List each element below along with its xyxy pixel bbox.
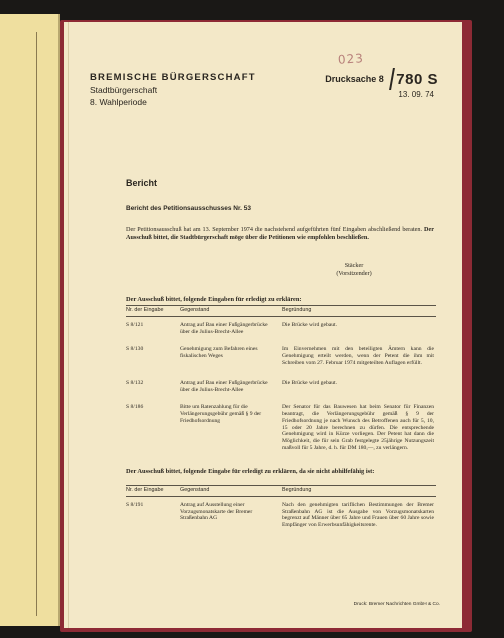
printer-credit: Druck: Bremer Nachrichten GmbH & Co. [353, 602, 440, 607]
petition-reason: Im Einvernehmen mit den beteiligten Ämtern kann die Genehmigung erteilt werden, wenn der Petent die ihm mit Schreiben vom 27. Februar 1974 mitgeteilten Auflagen erfüllt. [282, 346, 434, 366]
column-header-reason: Begründung [282, 486, 436, 497]
table-row [126, 496, 436, 531]
petition-number: S 8/132 [126, 380, 144, 387]
organization-name: BREMISCHE BÜRGERSCHAFT [90, 72, 256, 83]
table-row [126, 399, 436, 454]
report-subtitle: Bericht des Petitionsausschusses Nr. 53 [126, 205, 251, 212]
chamber-name: Stadtbürgerschaft [90, 85, 158, 95]
document-page [64, 22, 462, 628]
intro-paragraph [126, 226, 434, 242]
section2-table [126, 485, 436, 531]
column-header-subject: Gegenstand [180, 306, 282, 317]
previous-page-edge [0, 14, 60, 626]
petition-subject: Genehmigung zum Befahren eines fiskalischen Weges [180, 346, 258, 360]
section2-heading: Der Ausschuß bittet, folgende Eingabe für erledigt zu erklären, da sie nicht abhilfefähig ist: [126, 468, 375, 475]
petition-subject: Antrag auf Bau einer Fußgängerbrücke über die Julius-Brecht-Allee [180, 321, 268, 335]
drucksache-label: Drucksache 8 [325, 74, 384, 84]
petition-reason: Der Senator für das Bauwesen hat beim Senator für Finanzen beantragt, die Verlängerungsgebühr gemäß § 9 der Friedhofsordnung je nach Wunsch des Betroffenen auch für 5, 10, 15 oder 20 Jahre berechnen zu dürfen. Die entsprechende Genehmigung wird in Kürze vorliegen. Der Petent hat dann die Möglichkeit, die für sein Grab festgelegte 25jährige Nutzungszeit maßvoll für 5 Jahre, d. h. für DM 180,—, zu verlängern. [282, 404, 434, 452]
petition-reason: Die Brücke wird gebaut. [282, 321, 337, 328]
signer-role: (Vorsitzender) [336, 270, 372, 278]
signature-block [304, 262, 404, 278]
section1-heading: Der Ausschuß bittet, folgende Eingaben für erledigt zu erklären: [126, 296, 302, 303]
intro-request: Der Ausschuß bittet, die Stadtbürgerschaft möge über die Petitionen wie empfohlen beschließen. [126, 226, 434, 242]
table-row [126, 375, 436, 399]
intro-text: Der Petitionsausschuß hat am 13. September 1974 die nachstehend aufgeführten fünf Eingaben abschließend beraten. [126, 226, 425, 233]
document-header [90, 72, 438, 107]
column-header-nr: Nr. der Eingabe [126, 306, 180, 317]
drucksache-number: 780 S [396, 70, 438, 88]
column-header-subject: Gegenstand [180, 486, 282, 497]
column-header-reason: Begründung [282, 306, 436, 317]
table-header-row [126, 486, 436, 497]
petition-subject: Antrag auf Bau einer Fußgängerbrücke über die Julius-Brecht-Allee [180, 380, 268, 394]
petition-subject: Antrag auf Ausstellung einer Vorzugsmonatskarte der Bremer Straßenbahn AG [180, 501, 253, 522]
legislative-period: 8. Wahlperiode [90, 97, 147, 107]
section1-table [126, 305, 436, 454]
drucksache-block [325, 68, 438, 90]
table-row [126, 316, 436, 341]
drucksache-slash [389, 68, 394, 90]
petition-reason: Nach den genehmigten tariflichen Bestimmungen der Bremer Straßenbahn AG ist die Ausgabe von Vorzugsmonatskarten begrenzt auf Männer über 65 Jahre und Frauen über 60 Jahre sowie Empfänger von Erwerbsunfähigkeitsrente. [282, 501, 434, 529]
petition-number: S 8/130 [126, 346, 144, 353]
margin-rule [36, 32, 37, 616]
document-date: 13. 09. 74 [398, 90, 434, 99]
handwritten-note: 023 [337, 51, 365, 67]
petition-subject: Bitte um Ratenzahlung für die Verlängerungsgebühr gemäß § 9 der Friedhofsordnung [180, 404, 262, 424]
petition-number: S 8/191 [126, 501, 144, 508]
table-row [126, 341, 436, 375]
table-header-row [126, 306, 436, 317]
petition-number: S 8/121 [126, 321, 144, 328]
petition-number: S 8/186 [126, 404, 144, 411]
column-header-nr: Nr. der Eingabe [126, 486, 180, 497]
petition-reason: Die Brücke wird gebaut. [282, 380, 337, 387]
signer-name: Stäcker [344, 262, 364, 269]
report-title: Bericht [126, 178, 158, 188]
page-margin-line [68, 22, 69, 628]
